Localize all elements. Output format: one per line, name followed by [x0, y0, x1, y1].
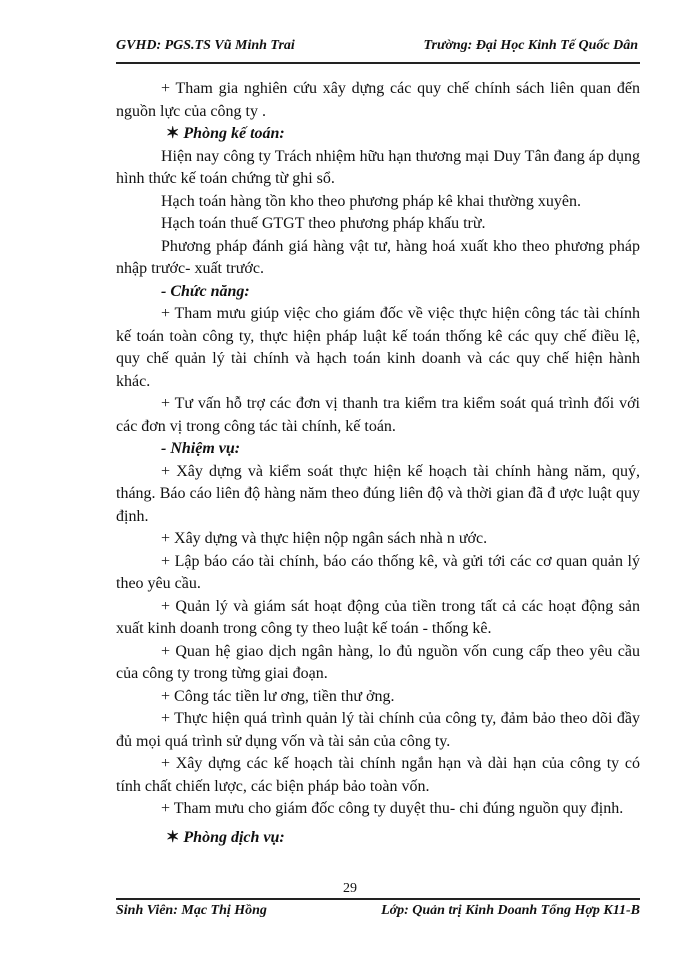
paragraph: + Quan hệ giao dịch ngân hàng, lo đủ nguồn vốn cung cấp theo yêu cầu của công ty trong từng giai đoạn.: [116, 642, 640, 682]
paragraph: + Tham mưu giúp việc cho giám đốc về việc thực hiện công tác tài chính kế toán toàn công ty, thực hiện pháp luật kế toán thống kê các quy chế điều lệ, quy chế quản lý tài chính và hạch toán kinh doanh và các quy chế hiện hành khác.: [116, 305, 640, 390]
subheading-chuc-nang: - Chức năng:: [161, 282, 250, 300]
header-supervisor: GVHD: PGS.TS Vũ Minh Trai: [116, 38, 295, 53]
section-heading-ke-toan: ✶ Phòng kế toán:: [166, 125, 285, 142]
document-body: [116, 78, 640, 849]
paragraph: + Quản lý và giám sát hoạt động của tiền trong tất cả các hoạt động sản xuất kinh doanh trong công ty theo luật kế toán - thống kê.: [116, 597, 640, 637]
paragraph: Hạch toán hàng tồn kho theo phương pháp kê khai thường xuyên.: [161, 192, 581, 210]
paragraph: Hạch toán thuế GTGT theo phương pháp khấu trừ.: [161, 215, 486, 232]
paragraph: + Xây dựng các kế hoạch tài chính ngắn hạn và dài hạn của công ty có tính chất chiến lược, các biện pháp bảo toàn vốn.: [116, 755, 640, 795]
paragraph: + Tham mưu cho giám đốc công ty duyệt thu- chi đúng nguồn quy định.: [161, 800, 624, 817]
paragraph: + Lập báo cáo tài chính, báo cáo thống kê, và gửi tới các cơ quan quản lý theo yêu cầu.: [116, 552, 640, 592]
subheading-nhiem-vu: - Nhiệm vụ:: [161, 440, 241, 457]
paragraph: + Xây dựng và kiểm soát thực hiện kế hoạch tài chính hàng năm, quý, tháng. Báo cáo liên độ hàng năm theo đúng liên độ và thời gian đã đ ược luật quy định.: [116, 462, 640, 525]
paragraph: + Xây dựng và thực hiện nộp ngân sách nhà n ước.: [161, 530, 488, 547]
paragraph: Phương pháp đánh giá hàng vật tư, hàng hoá xuất kho theo phương pháp nhập trước- xuất trước.: [116, 237, 640, 277]
section-heading-dich-vu: ✶ Phòng dịch vụ:: [166, 828, 285, 846]
header-university: Trường: Đại Học Kinh Tế Quốc Dân: [423, 38, 638, 53]
header-rule: [116, 62, 640, 64]
footer-student: Sinh Viên: Mạc Thị Hồng: [116, 903, 267, 918]
paragraph: Hiện nay công ty Trách nhiệm hữu hạn thương mại Duy Tân đang áp dụng hình thức kế toán chứng từ ghi sổ.: [116, 147, 640, 187]
page-footer: [116, 903, 640, 923]
footer-rule: [116, 898, 640, 900]
page-header: [116, 38, 638, 62]
paragraph: + Công tác tiền lư ơng, tiền thư ởng.: [161, 687, 395, 705]
paragraph: + Tư vấn hỗ trợ các đơn vị thanh tra kiểm tra kiểm soát quá trình đối với các đơn vị trong công tác tài chính, kế toán.: [116, 395, 640, 435]
footer-class: Lớp: Quản trị Kinh Doanh Tổng Hợp K11-B: [381, 903, 640, 918]
star-bullet-icon: ✶: [166, 828, 180, 846]
paragraph: + Thực hiện quá trình quản lý tài chính của công ty, đảm bảo theo dõi đầy đủ mọi quá trình sử dụng vốn và tài sản của công ty.: [116, 710, 640, 750]
paragraph: + Tham gia nghiên cứu xây dựng các quy chế chính sách liên quan đến nguồn lực của công ty .: [116, 80, 640, 120]
page-number: 29: [343, 881, 357, 896]
star-bullet-icon: ✶: [166, 125, 180, 142]
